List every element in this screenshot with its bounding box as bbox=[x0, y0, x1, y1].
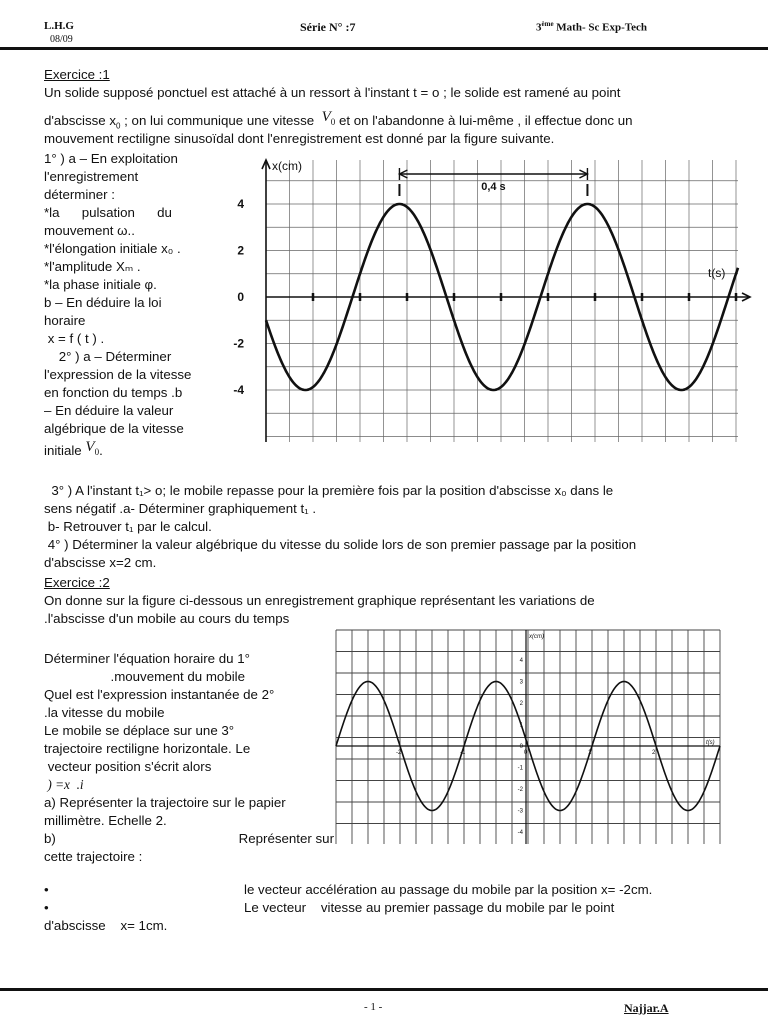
chart-1-x-label: t(s) bbox=[708, 266, 726, 280]
ex2-line: vecteur position s'écrit alors bbox=[44, 759, 212, 774]
ex2-line: a) Représenter la trajectoire sur le papier bbox=[44, 795, 286, 810]
header-year: 08/09 bbox=[50, 34, 73, 45]
chart-1 bbox=[232, 154, 758, 454]
chart-2 bbox=[334, 628, 724, 846]
chart-2-y-tick-label: -3 bbox=[517, 808, 523, 815]
q3-line: b- Retrouver t₁ par le calcul. bbox=[44, 519, 212, 534]
chart-2-x-tick-label: -2 bbox=[396, 750, 402, 756]
q1-line: – En déduire la valeur bbox=[44, 403, 174, 418]
ex2-line: Déterminer l'équation horaire du 1° bbox=[44, 651, 250, 666]
bullet-2-text: Le vecteur vitesse au premier passage du mobile par le point bbox=[244, 900, 615, 915]
chart-1-period-label: 0,4 s bbox=[481, 181, 506, 193]
chart-2-y-tick-label: 4 bbox=[519, 658, 523, 664]
bullet-1-text: le vecteur accélération au passage du mobile par la position x= -2cm. bbox=[244, 882, 653, 897]
chart-2-x-tick-label: 1 bbox=[588, 750, 592, 756]
chart-1-y-tick-label: 0 bbox=[237, 290, 244, 304]
exercise2-intro-line2: .l'abscisse d'un mobile au cours du temps bbox=[44, 611, 290, 626]
q1-line: x = f ( t ) . bbox=[44, 331, 105, 346]
ex2-line: cette trajectoire : bbox=[44, 849, 143, 864]
chart-1-y-tick-label: 4 bbox=[237, 197, 244, 211]
ex2-line: Le mobile se déplace sur une 3° bbox=[44, 723, 235, 738]
bullet-2-marker: • bbox=[44, 900, 49, 915]
chart-2-y-tick-label: -1 bbox=[517, 765, 523, 772]
chart-2-grid bbox=[336, 630, 720, 844]
chart-2-x-tick-label: 2 bbox=[652, 750, 656, 756]
ex2-line: .la vitesse du mobile bbox=[44, 705, 165, 720]
q3-line: sens négatif .a- Déterminer graphiquement t₁ . bbox=[44, 501, 317, 516]
chart-1-y-tick-label: 2 bbox=[237, 243, 244, 258]
exercise1-intro-line2: d'abscisse $x_0$ ; on lui communique une vitesse $V_0$ et on l'abandonne à lui-même , il effectue donc un bbox=[44, 109, 633, 131]
chart-2-y-tick-label: -2 bbox=[517, 787, 523, 793]
exercise2-title: Exercice :2 bbox=[44, 575, 110, 590]
chart-1-axes bbox=[262, 160, 750, 442]
exercise1-intro-line1: Un solide supposé ponctuel est attaché à un ressort à l'instant t = o ; le solide est ramené au point bbox=[44, 85, 621, 100]
q1-line: l'enregistrement bbox=[44, 169, 139, 184]
q1-line: mouvement ω.. bbox=[44, 223, 135, 238]
q1-line: déterminer : bbox=[44, 187, 115, 202]
q1-line: *la pulsation du bbox=[44, 205, 172, 220]
header-rule bbox=[0, 47, 768, 50]
q1-line: b – En déduire la loi bbox=[44, 295, 162, 310]
exercise1-intro-line3: mouvement rectiligne sinusoïdal dont l'enregistrement est donné par la figure suivante. bbox=[44, 131, 555, 146]
ex2-line: ) =x .i bbox=[44, 777, 84, 792]
q4-line: d'abscisse x=2 cm. bbox=[44, 555, 157, 570]
chart-2-y-tick-label: 3 bbox=[519, 679, 523, 686]
chart-2-labels bbox=[396, 634, 715, 836]
chart-1-y-tick-label: -4 bbox=[233, 383, 244, 397]
exercise1-questions-column bbox=[44, 150, 216, 465]
chart-2-y-tick-label: 1 bbox=[519, 722, 523, 729]
chart-1-y-tick-label: -2 bbox=[233, 336, 244, 351]
chart-2-y-tick-label: 2 bbox=[519, 701, 523, 707]
q1-line: algébrique de la vitesse bbox=[44, 421, 184, 436]
chart-2-x-tick-label: -1 bbox=[460, 750, 466, 756]
chart-1-y-label: x(cm) bbox=[272, 159, 302, 173]
q1-line: 2° ) a – Déterminer bbox=[44, 349, 172, 364]
ex2-b-line: b) Représenter sur bbox=[44, 831, 334, 846]
q1-line: l'expression de la vitesse bbox=[44, 367, 192, 382]
footer-page-number: - 1 - bbox=[364, 1001, 383, 1013]
exercise1-title: Exercice :1 bbox=[44, 67, 110, 82]
header-class: 3ème Math- Sc Exp-Tech bbox=[536, 20, 647, 34]
footer-author: Najjar.A bbox=[624, 1001, 669, 1015]
header-series: Série N° :7 bbox=[300, 20, 356, 34]
exercise2-intro-line1: On donne sur la figure ci-dessous un enregistrement graphique représentant les variations de bbox=[44, 593, 595, 608]
q1-line: horaire bbox=[44, 313, 86, 328]
chart-2-y-tick-label: 0 bbox=[519, 744, 523, 750]
q3-line: 3° ) A l'instant t₁> o; le mobile repasse pour la première fois par la position d'abscisse x₀ dans le bbox=[44, 483, 614, 498]
bullet-1-marker: • bbox=[44, 882, 49, 897]
chart-2-x-label: t(s) bbox=[706, 740, 715, 746]
q1-line: 1° ) a – En exploitation bbox=[44, 151, 178, 166]
q1-line: en fonction du temps .b bbox=[44, 385, 183, 400]
ex2-line: millimètre. Echelle 2. bbox=[44, 813, 167, 828]
chart-1-labels bbox=[233, 159, 725, 397]
header-school: L.H.G bbox=[44, 20, 74, 32]
exercise2-questions-column bbox=[44, 650, 334, 866]
chart-2-y-tick-label: -4 bbox=[517, 830, 523, 836]
chart-2-x-tick-label: 0 bbox=[524, 750, 528, 756]
ex2-line: Quel est l'expression instantanée de 2° bbox=[44, 687, 275, 702]
q1-line: *l'élongation initiale x₀ . bbox=[44, 241, 181, 256]
q1-line: *la phase initiale φ. bbox=[44, 277, 157, 292]
bullet-2-text-cont: d'abscisse x= 1cm. bbox=[44, 918, 168, 933]
chart-1-period-annotation bbox=[399, 168, 587, 196]
q4-line: 4° ) Déterminer la valeur algébrique du vitesse du solide lors de son premier passage par la position bbox=[44, 537, 637, 552]
ex2-line: trajectoire rectiligne horizontale. Le bbox=[44, 741, 251, 756]
chart-2-y-label: x(cm) bbox=[529, 634, 544, 640]
footer-rule bbox=[0, 988, 768, 991]
q1-line: *l'amplitude Xₘ . bbox=[44, 259, 141, 274]
ex2-line: .mouvement du mobile bbox=[44, 669, 246, 684]
q1-line: initiale $V_0$. bbox=[44, 439, 103, 458]
